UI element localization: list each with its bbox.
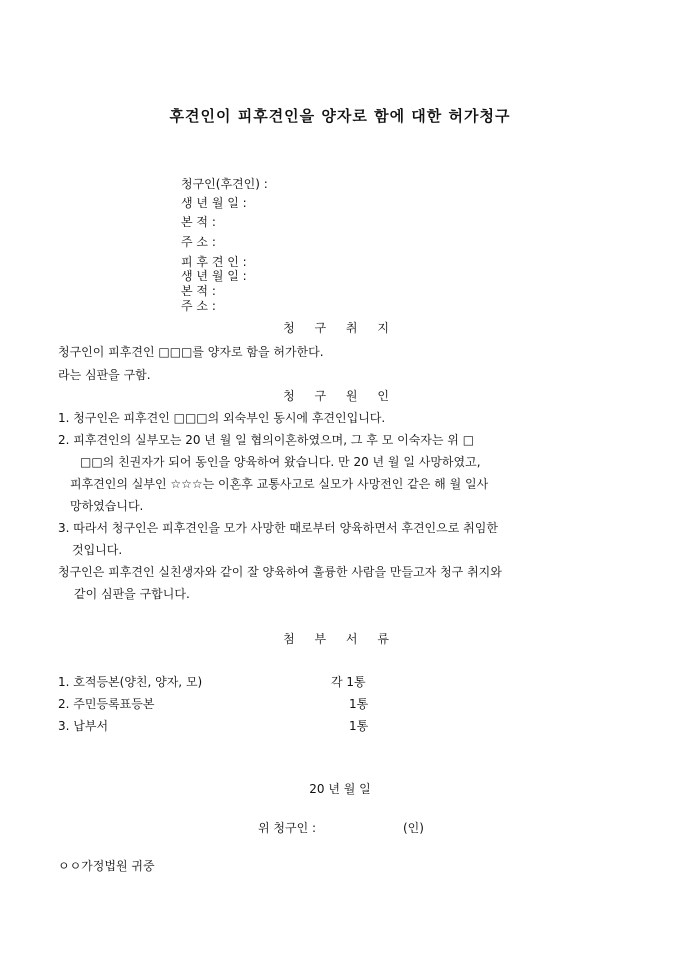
attachment-qty: 각 1통 — [331, 675, 366, 689]
ward-domicile-label: 본 적 : — [181, 284, 216, 298]
claimant-birth-label: 생 년 월 일 : — [181, 196, 247, 210]
claimant-address-label: 주 소 : — [181, 235, 216, 249]
cause-item-2-line-1: 2. 피후견인의 실부모는 20 년 월 일 협의이혼하였으며, 그 후 모 이숙자는 위 □ — [58, 433, 475, 447]
cause-item-3-line-2: 것입니다. — [72, 543, 123, 557]
attachment-label: 2. 주민등록표등본 — [58, 697, 155, 711]
attachments-heading: 첨 부 서 류 — [283, 632, 397, 646]
purpose-line-2: 라는 심판을 구함. — [58, 368, 151, 382]
document-title: 후견인이 피후견인을 양자로 함에 대한 허가청구 — [169, 107, 511, 125]
court-addressee: ㅇㅇ가정법원 귀중 — [58, 859, 155, 873]
signature-seal: (인) — [403, 821, 424, 835]
ward-birth-label: 생 년 월 일 : — [181, 269, 247, 283]
claimant-label: 청구인(후견인) : — [181, 177, 268, 191]
attachment-qty: 1통 — [349, 719, 369, 733]
ward-address-label: 주 소 : — [181, 299, 216, 313]
purpose-heading: 청 구 취 지 — [283, 321, 397, 335]
cause-item-3-line-1: 3. 따라서 청구인은 피후견인을 모가 사망한 때로부터 양육하면서 후견인으로 취임한 — [58, 521, 498, 535]
cause-closing-line-1: 청구인은 피후견인 실친생자와 같이 잘 양육하여 훌륭한 사람을 만들고자 청구 취지와 — [58, 565, 502, 579]
attachment-qty: 1통 — [349, 697, 369, 711]
purpose-line-1: 청구인이 피후견인 □□□를 양자로 함을 허가한다. — [58, 345, 324, 359]
cause-item-2-line-4: 망하였습니다. — [70, 499, 144, 513]
cause-item-2-line-3: 피후견인의 실부인 ☆☆☆는 이혼후 교통사고로 실모가 사망전인 같은 해 월 일사 — [70, 477, 489, 491]
cause-item-2-line-2: □□의 친권자가 되어 동인을 양육하여 왔습니다. 만 20 년 월 일 사망하였고, — [80, 455, 481, 469]
claimant-domicile-label: 본 적 : — [181, 215, 216, 229]
cause-heading: 청 구 원 인 — [283, 389, 397, 403]
document-date: 20 년 월 일 — [309, 782, 371, 796]
cause-item-1: 1. 청구인은 피후견인 □□□의 외숙부인 동시에 후견인입니다. — [58, 411, 386, 425]
ward-label: 피 후 견 인 : — [181, 255, 247, 269]
signature-label: 위 청구인 : — [258, 821, 317, 835]
cause-closing-line-2: 같이 심판을 구합니다. — [74, 587, 190, 601]
attachment-label: 3. 납부서 — [58, 719, 109, 733]
attachment-label: 1. 호적등본(양친, 양자, 모) — [58, 675, 203, 689]
